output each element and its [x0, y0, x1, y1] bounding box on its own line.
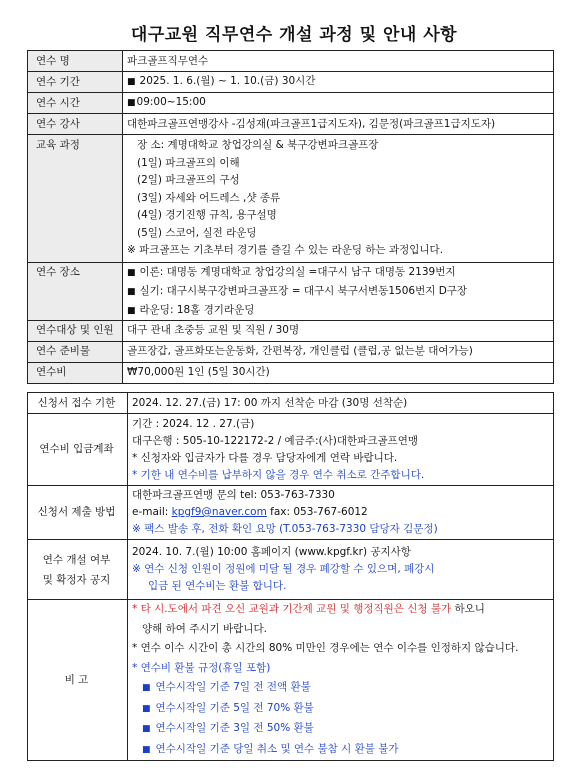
bullet-icon: ■	[127, 305, 136, 316]
curriculum-item: (2일) 파크골프의 구성	[137, 174, 240, 186]
row-remarks	[28, 600, 554, 761]
refund-item	[132, 740, 549, 761]
bullet-icon: ■	[142, 724, 151, 734]
curriculum-item: (4일) 경기진행 규칙, 용구설명	[137, 209, 277, 221]
fee-label: 연수비	[28, 362, 123, 383]
instructor-value: 대한파크골프연맹강사 -김성재(파크골프1급지도자), 김문정(파크골프1급지도자)	[123, 114, 554, 135]
bullet-icon: ■	[127, 98, 136, 108]
payment-label: 연수비 입금계좌	[28, 414, 128, 486]
curriculum-item: (3일) 자세와 어드레스 ,샷 종류	[137, 191, 281, 204]
target-label: 연수대상 및 인원	[28, 320, 123, 341]
curriculum-item: (1일) 파크골프의 이해	[137, 156, 240, 169]
bullet-icon: ■	[127, 267, 136, 278]
refund-item-text: 연수시작일 기준 당일 취소 및 연수 불참 시 환불 불가	[155, 742, 399, 755]
payment-period: 기간 : 2024. 12 . 27.(금)	[132, 417, 255, 430]
notice-warning: ※ 연수 신청 인원이 정원에 미달 될 경우 폐강할 수 있으며, 폐강시	[132, 563, 435, 575]
submit-label: 신청서 제출 방법	[28, 486, 128, 540]
curriculum-note: ※ 파크골프는 기초부터 경기를 즐길 수 있는 라운딩 하는 과정입니다.	[127, 244, 444, 256]
time-cell	[123, 93, 554, 114]
notice-refund: 입금 된 연수비는 환불 합니다.	[148, 580, 287, 592]
bullet-icon: ■	[142, 683, 151, 693]
remarks-cell	[128, 600, 554, 761]
payment-note: * 신청자와 입금자가 다를 경우 담당자에게 연락 바랍니다.	[132, 451, 398, 464]
payment-warning: * 기한 내 연수비를 납부하지 않을 경우 연수 취소로 간주합니다.	[132, 468, 425, 481]
fax-text: fax: 053-767-6012	[266, 506, 368, 518]
notice-label-line: 연수 개설 여부	[42, 553, 111, 566]
time-value: 09:00~15:00	[136, 96, 206, 108]
payment-cell	[128, 414, 554, 486]
row-time	[28, 93, 554, 114]
venue-item	[127, 263, 549, 282]
bullet-icon: ■	[127, 286, 136, 297]
period-cell	[123, 72, 554, 93]
row-supplies	[28, 341, 554, 362]
row-venue	[28, 262, 554, 320]
row-fee	[28, 362, 554, 383]
curriculum-label: 교육 과정	[28, 135, 123, 263]
refund-item-text: 연수시작일 기준 3일 전 50% 환불	[155, 722, 314, 734]
row-target	[28, 320, 554, 341]
fee-value: ₩70,000원 1인 (5일 30시간)	[123, 362, 554, 383]
refund-item-text: 연수시작일 기준 7일 전 전액 환불	[155, 681, 311, 693]
bullet-icon: ■	[142, 744, 151, 755]
row-submit	[28, 486, 554, 540]
refund-item	[132, 719, 549, 740]
row-deadline	[28, 393, 554, 414]
row-course-name	[28, 51, 554, 72]
deadline-label: 신청서 접수 기한	[28, 393, 128, 414]
course-name-value: 파크골프직무연수	[123, 51, 554, 72]
target-value: 대구 관내 초중등 교원 및 직원 / 30명	[123, 320, 554, 341]
row-notice	[28, 540, 554, 600]
payment-account: 대구은행 : 505-10-122172-2 / 예금주:(사)대한파크골프연맹	[132, 434, 418, 447]
refund-item	[132, 699, 549, 720]
notice-announcement: 2024. 10. 7.(월) 10:00 홈페이지 (www.kpgf.kr) 공지사항	[132, 546, 411, 558]
submit-contact: 대한파크골프연맹 문의 tel: 053-763-7330	[132, 489, 335, 501]
submit-cell	[128, 486, 554, 540]
supplies-value: 골프장갑, 골프화또는운동화, 간편복장, 개인클럽 (클럽,공 없는분 대여가능)	[123, 341, 554, 362]
curriculum-item: (5일) 스코어, 실전 라운딩	[137, 226, 257, 239]
remarks-restriction	[132, 600, 549, 620]
email-prefix: e-mail:	[132, 506, 172, 518]
course-name-label: 연수 명	[28, 51, 123, 72]
remarks-label: 비 고	[28, 600, 128, 761]
restriction-text: * 타 시.도에서 파견 오신 교원과 기간제 교원 및 행정직원은 신청 불가	[132, 603, 452, 615]
supplies-label: 연수 준비물	[28, 341, 123, 362]
venue-item-text: 실기: 대구시북구강변파크골프장 = 대구시 북구서변동1506번지 D구장	[139, 284, 468, 297]
application-info-table	[27, 392, 554, 761]
time-label: 연수 시간	[28, 93, 123, 114]
email-link[interactable]: kpgf9@naver.com	[171, 506, 267, 518]
venue-item-text: 라운딩: 18홀 경기라운딩	[139, 303, 255, 316]
bullet-icon: ■	[142, 703, 151, 714]
row-instructor	[28, 114, 554, 135]
venue-cell	[123, 262, 554, 320]
refund-item-text: 연수시작일 기준 5일 전 70% 환불	[155, 701, 314, 714]
remarks-attendance: * 연수 이수 시간이 총 시간의 80% 미만인 경우에는 연수 이수를 인정하지 않습니다.	[132, 642, 519, 654]
notice-label-line: 및 확정자 공지	[42, 573, 111, 586]
notice-cell	[128, 540, 554, 600]
refund-item	[132, 678, 549, 699]
submit-email-fax	[132, 504, 549, 521]
row-period	[28, 72, 554, 93]
period-value: 2025. 1. 6.(월) ~ 1. 10.(금) 30시간	[139, 75, 316, 87]
notice-label	[28, 540, 128, 600]
instructor-label: 연수 강사	[28, 114, 123, 135]
bullet-icon: ■	[127, 77, 136, 87]
venue-item-text: 이론: 대명동 계명대학교 창업강의실 =대구시 남구 대명동 2139번지	[139, 265, 456, 278]
course-info-table	[27, 50, 554, 384]
venue-item	[127, 282, 549, 301]
page-title: 대구교원 직무연수 개설 과정 및 안내 사항	[130, 25, 458, 45]
submit-note: ※ 팩스 발송 후, 전화 확인 요망 (T.053-763-7330 담당자 김문정)	[132, 523, 438, 535]
refund-title: * 연수비 환불 규정(휴일 포함)	[132, 661, 271, 674]
row-payment	[28, 414, 554, 486]
venue-label: 연수 장소	[28, 262, 123, 320]
remarks-understanding: 양해 하여 주시기 바랍니다.	[142, 622, 267, 635]
period-label: 연수 기간	[28, 72, 123, 93]
curriculum-cell	[123, 135, 554, 263]
venue-item	[127, 301, 549, 320]
restriction-tail: 하오니	[451, 603, 485, 615]
row-curriculum	[28, 135, 554, 263]
curriculum-place: 장 소: 계명대학교 창업강의실 & 북구강변파크골프장	[137, 139, 379, 151]
deadline-value: 2024. 12. 27.(금) 17: 00 까지 선착순 마감 (30명 선착순)	[128, 393, 554, 414]
